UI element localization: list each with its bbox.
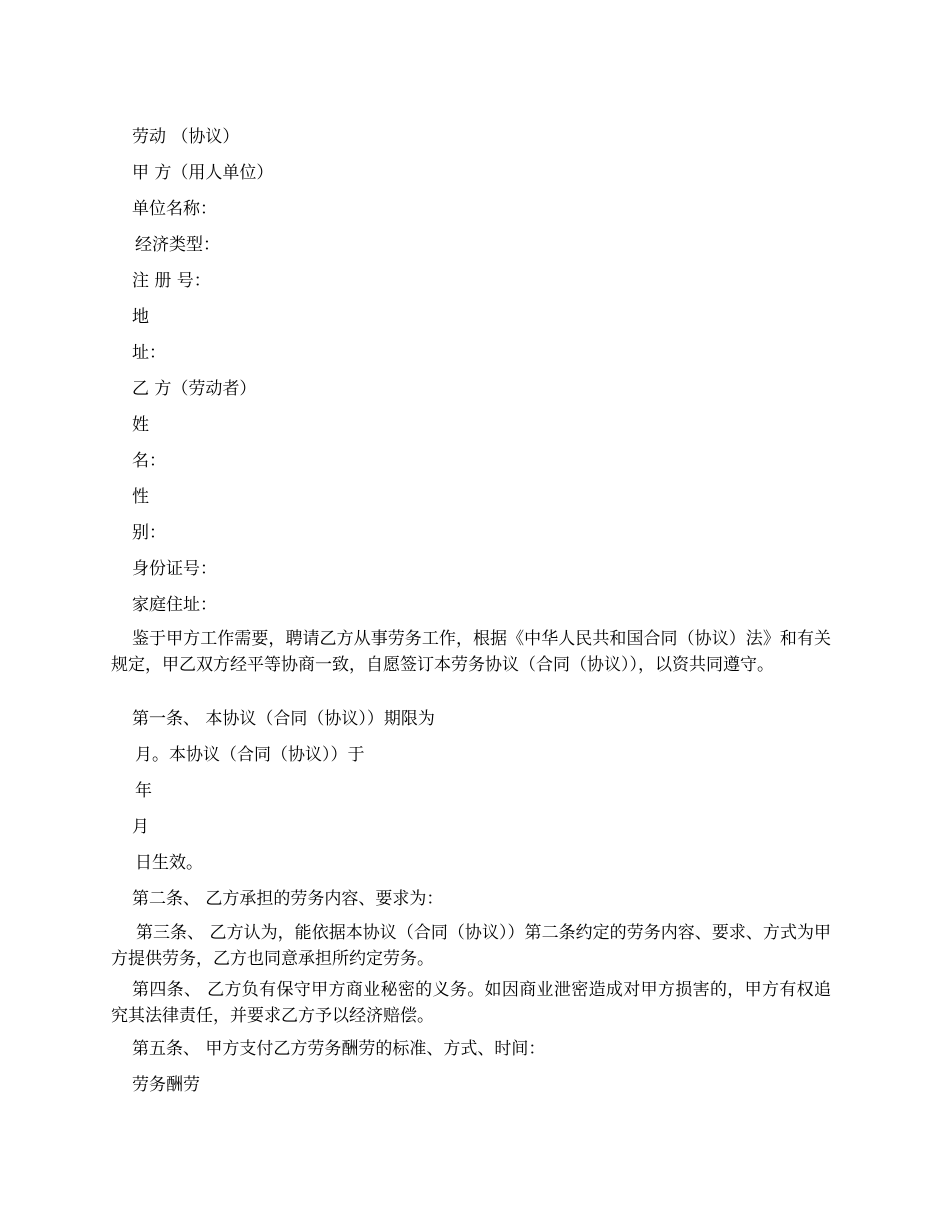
article1-line1: 第一条、 本协议（合同（协议））期限为: [132, 709, 435, 729]
remuneration-label: 劳务酬劳: [132, 1075, 200, 1095]
economic-type-label: 经济类型：: [135, 235, 220, 255]
document-title: 劳动 （协议）: [132, 127, 240, 147]
article4-paragraph: 第四条、 乙方负有保守甲方商业秘密的义务。如因商业泄密造成对甲方损害的，甲方有权追究其法律责任，并要求乙方予以经济赔偿。: [111, 980, 831, 1026]
party-b-heading: 乙 方（劳动者）: [132, 379, 257, 399]
party-a-heading: 甲 方（用人单位）: [132, 163, 274, 183]
preamble-paragraph: 鉴于甲方工作需要，聘请乙方从事劳务工作，根据《中华人民共和国合同（协议）法》和有关规定，甲乙双方经平等协商一致，自愿签订本劳务协议（合同（协议）），以资共同遵守。: [111, 629, 831, 675]
article1-line5: 日生效。: [135, 853, 203, 873]
article2-paragraph: 第二条、 乙方承担的劳务内容、要求为：: [132, 889, 444, 909]
unit-name-label: 单位名称：: [132, 199, 217, 219]
article3-paragraph: 第三条、 乙方认为，能依据本协议（合同（协议））第二条约定的劳务内容、要求、方式为甲方提供劳务，乙方也同意承担所约定劳务。: [111, 923, 831, 969]
article1-line2: 月。本协议（合同（协议））于: [135, 745, 365, 765]
id-number-label: 身份证号：: [132, 559, 217, 579]
article1-line4: 月: [132, 817, 149, 837]
article1-line3: 年: [135, 781, 152, 801]
name-label-part1: 姓: [132, 415, 149, 435]
name-label-part2: 名：: [132, 451, 166, 471]
article5-paragraph: 第五条、 甲方支付乙方劳务酬劳的标准、方式、时间：: [132, 1039, 546, 1059]
registration-no-label: 注 册 号：: [132, 271, 211, 291]
address-label-part2: 址：: [132, 343, 166, 363]
gender-label-part1: 性: [132, 487, 149, 507]
address-label-part1: 地: [132, 307, 149, 327]
gender-label-part2: 别：: [132, 523, 166, 543]
home-address-label: 家庭住址：: [132, 595, 217, 615]
